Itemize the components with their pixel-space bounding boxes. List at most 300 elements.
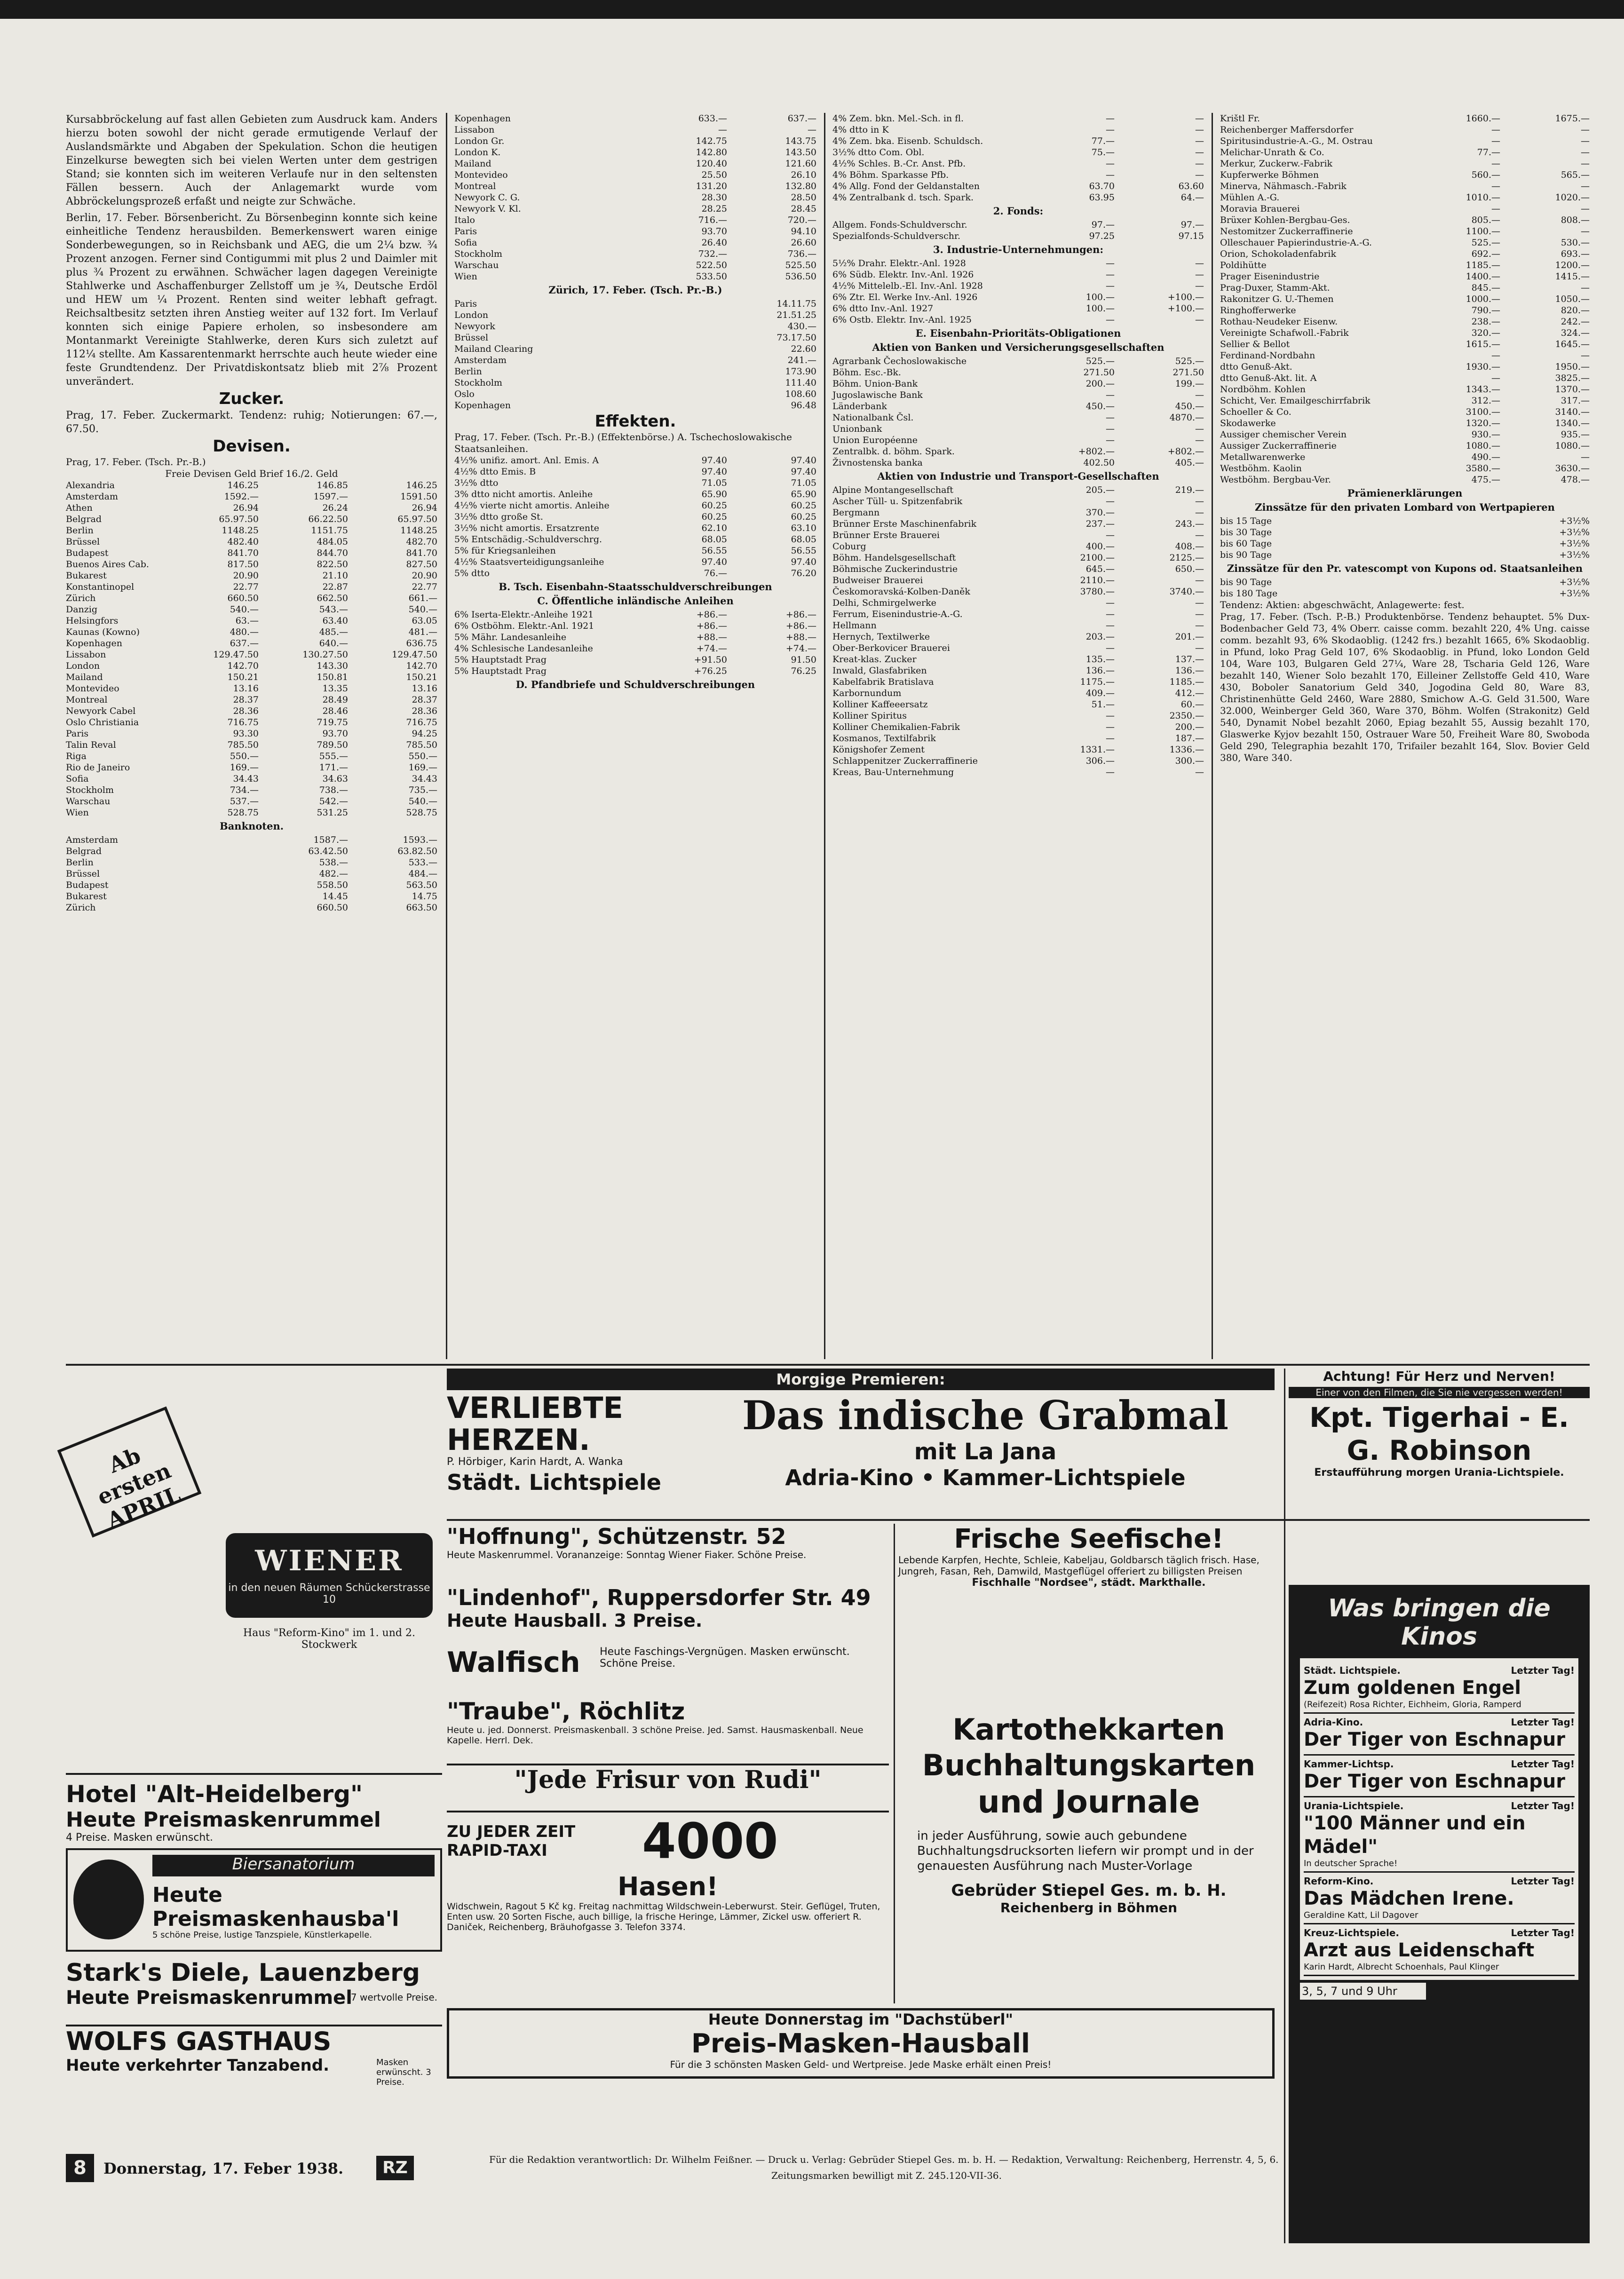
effekten-row-value: 65.90 [701,489,727,499]
kino-name: Reform-Kino. [1304,1875,1374,1887]
devisen-row-label: Bukarest [66,570,107,581]
aktie-row-value: 645.— [1085,564,1115,574]
walfisch-ad [447,1646,889,1693]
anleihe-row-label: 4% Schlesische Landesanleihe [454,643,593,654]
effekten-row-value: 71.05 [701,478,727,488]
eskompt-row-value: +3½% [1559,577,1590,587]
share-row [1220,169,1590,181]
kino-film-title: Der Tiger von Eschnapur [1304,1771,1565,1792]
anleihe-row [454,609,816,620]
aktie-row-label: Brünner Erste Maschinenfabrik [832,519,977,529]
anleihe-row-value: +76.25 [694,666,727,676]
devisen-row-value: 13.16 [233,683,259,694]
aktie-row-value: 1336.— [1169,744,1204,755]
banknoten-row [66,891,437,902]
bank-row-value: 525.— [1085,356,1115,366]
devisen-row-value: 65.97.50 [397,514,437,524]
section-d-heading: D. Pfandbriefe und Schuldverschreibungen [515,679,755,690]
aktie-row-label: Kolliner Spiritus [832,711,907,721]
share-row-value: — [1491,204,1500,214]
devisen-row [66,480,437,491]
devisen-row-label: Riga [66,751,87,761]
aktie-row-value: 400.— [1085,541,1115,552]
wiener-subtitle: in den neuen Räumen Schückerstrasse 10 [228,1582,430,1606]
aktie-row-value: — [1195,496,1204,506]
rate-row-value: 637.— [787,113,816,124]
kartothek-ad [898,1712,1279,2003]
fonds-table [832,219,1204,242]
rate-row-value: 533.50 [696,271,727,282]
devisen-row-label: Montevideo [66,683,119,694]
rate-row-label: Sofia [454,237,477,248]
share-row [1220,282,1590,293]
industrie-row [832,280,1204,292]
aktie-row-value: — [1106,767,1115,777]
footer-imprint-2: Zeitungsmarken bewilligt mit Z. 245.120-VII-36. [771,2170,1002,2181]
share-row [1220,214,1590,226]
industrie-row [832,292,1204,303]
devisen-row-value: 13.16 [412,683,437,694]
aktie-row-value: 187.— [1175,733,1204,744]
effekten-row [454,489,816,500]
devisen-row [66,762,437,773]
bonds-table [832,113,1204,203]
devisen-row [66,773,437,784]
lombard-row-label: bis 30 Tage [1220,527,1272,538]
bond-row-value: 63.95 [1089,192,1115,203]
premieren-banner: Morgige Premieren: [447,1369,1275,1390]
share-row-label: Ringhofferwerke [1220,305,1296,316]
banknoten-row-value: 663.50 [406,902,437,913]
lombard-row [1220,527,1590,538]
devisen-row-value: 171.— [319,762,348,773]
aktie-row-value: 3780.— [1080,586,1115,597]
kino-name: Adria-Kino. [1304,1717,1363,1728]
bond-row [832,169,1204,181]
bond-row-value: — [1195,147,1204,158]
devisen-row-value: 169.— [408,762,437,773]
bond-row [832,181,1204,192]
banknoten-row-label: Zürich [66,902,96,913]
effekten-row-value: 97.40 [791,455,816,466]
share-row-value: 1370.— [1555,384,1590,395]
bond-row-label: 4% dtto in K [832,125,889,135]
banknoten-heading: Banknoten. [219,820,284,832]
devisen-row-value: 34.43 [233,774,259,784]
anleihe-row-label: 6% Iserta-Elektr.-Anleihe 1921 [454,609,594,620]
anleihe-row-label: 5% Hauptstadt Prag [454,655,547,665]
share-row-label: Rothau-Neudeker Eisenw. [1220,317,1338,327]
industrie-row-value: — [1106,281,1115,291]
devisen-row-value: 540.— [230,604,259,615]
lombard-row [1220,549,1590,561]
kino-entry [1304,1924,1575,1976]
devisen-row-label: Stockholm [66,785,114,795]
kino-film-title: Zum goldenen Engel [1304,1677,1521,1699]
share-row-value: 1200.— [1555,260,1590,270]
aktie-row-value: — [1195,643,1204,653]
aktie-row-value: — [1195,609,1204,619]
share-row-value: 565.— [1561,170,1590,180]
zurich-row-label: Paris [454,299,477,309]
industrie-row-label: 6% Ztr. El. Werke Inv.-Anl. 1926 [832,292,978,302]
seefische-title: Frische Seefische! [954,1524,1224,1554]
bank-row [832,446,1204,457]
bond-row-label: 4% Zentralbank d. tsch. Spark. [832,192,974,203]
aktie-row-value: 1185.— [1169,677,1204,687]
bank-row-label: Unionbank [832,424,882,434]
share-row-label: Aussiger chemischer Verein [1220,429,1347,440]
aktie-row-label: Coburg [832,541,866,552]
bank-row [832,378,1204,389]
devisen-row-value: 543.— [319,604,348,615]
devisen-row [66,570,437,581]
share-row [1220,372,1590,384]
kino-name: Kammer-Lichtsp. [1304,1758,1394,1770]
kinos-list [1300,1658,1578,1980]
scan-top-edge [0,0,1624,19]
zurich-row [454,400,816,411]
rate-row-value: 633.— [698,113,727,124]
aktie-row-value: — [1106,722,1115,732]
devisen-row-value: 26.94 [412,503,437,513]
fonds-row-label: Allgem. Fonds-Schuldverschr. [832,220,967,230]
share-row-value: — [1491,136,1500,146]
share-row [1220,203,1590,214]
effekten-row-value: 65.90 [791,489,816,499]
banknoten-row-value: 14.45 [322,891,348,902]
effekten-row [454,522,816,534]
devisen-row-value: 550.— [408,751,437,761]
kinos-title: Was bringen die Kinos [1328,1594,1551,1651]
share-row-label: Olleschauer Papierindustrie-A.-G. [1220,237,1372,248]
bond-row-value: — [1195,136,1204,146]
heidelberg-ad [66,1773,442,1844]
share-row [1220,395,1590,406]
aktie-row-value: 219.— [1175,485,1204,495]
heidelberg-title: Hotel "Alt-Heidelberg" [66,1780,363,1808]
aktie-row-label: Kolliner Kaffeeersatz [832,699,928,710]
aktie-row-value: — [1106,711,1115,721]
devisen-row [66,672,437,683]
share-row-label: dtto Genuß-Akt. lit. A [1220,373,1317,383]
anleihe-row [454,620,816,632]
devisen-row [66,751,437,762]
aktie-row [832,733,1204,744]
aktie-row [832,699,1204,710]
devisen-row-label: Athen [66,503,93,513]
share-row [1220,327,1590,339]
zurich-row-value: 73.17.50 [776,332,816,343]
rate-row-value: 131.20 [696,181,727,191]
share-row [1220,271,1590,282]
dachstueberl-big: Preis-Masken-Hausball [691,2028,1030,2059]
kino-day: Letzter Tag! [1511,1875,1575,1887]
grabmal-star: mit La Jana [914,1439,1057,1465]
share-row-value: 1010.— [1466,192,1500,203]
anleihe-row [454,665,816,677]
effekten-row-value: 62.10 [701,523,727,533]
april-stamp [57,1406,202,1537]
devisen-row-value: 484.05 [317,537,348,547]
devisen-row-value: 555.— [319,751,348,761]
rate-row [454,192,816,203]
rate-row [454,135,816,147]
share-row-value: — [1581,158,1590,169]
devisen-row-value: 28.36 [412,706,437,716]
aktie-row-label: Ferrum, Eisenindustrie-A.-G. [832,609,963,619]
share-row-value: — [1491,125,1500,135]
bond-row-value: 64.— [1180,192,1204,203]
hasen-text: Widschwein, Ragout 5 Kč kg. Freitag nachmittag Wildschwein-Leberwurst. Steir. Geflügel, Truten, Enten usw. 20 Sorten Fische, auch billige, la frische Heringe, Lämmer, Zickel usw. offeriert R. Daniček, Reichenberg, Bräuhofgasse 3. Telefon 3374. [447,1901,880,1932]
kino-cast: Karin Hardt, Albrecht Schoenhals, Paul Klinger [1304,1962,1499,1972]
rate-row-value: 522.50 [696,260,727,270]
share-row [1220,248,1590,260]
rate-row-value: 26.40 [701,237,727,248]
share-row-label: Brüxer Kohlen-Bergbau-Ges. [1220,215,1350,225]
devisen-row-value: 28.37 [412,695,437,705]
devisen-row-value: 716.75 [406,717,437,728]
anleihe-row-value: 76.25 [791,666,816,676]
aktie-row [832,676,1204,688]
bond-row [832,113,1204,124]
effekten-row-value: 97.40 [701,455,727,466]
bank-row-value: — [1195,424,1204,434]
traube-title: "Traube", Röchlitz [447,1698,685,1725]
rate-row-value: 26.60 [791,237,816,248]
share-row-label: Aussiger Zuckerraffinerie [1220,441,1337,451]
bank-row-value: 402.50 [1083,458,1115,468]
aktie-row [832,642,1204,654]
frisur-title: "Jede Frisur von Rudi" [514,1765,822,1794]
devisen-row-value: 481.— [408,627,437,637]
ads-divider-2 [447,1519,1590,1521]
aktie-row-value: — [1195,598,1204,608]
devisen-row-label: Wien [66,807,89,818]
devisen-row-value: 146.25 [227,480,259,491]
rate-row-value: 121.60 [785,158,816,169]
stiepel-name: Gebrüder Stiepel Ges. m. b. H. [951,1881,1227,1900]
industrie-row-label: 5½% Drahr. Elektr.-Anl. 1928 [832,258,966,269]
share-row-label: Vereinigte Schafwoll.-Fabrik [1220,328,1349,338]
devisen-row [66,717,437,728]
kino-entry [1304,1873,1575,1924]
fonds-row-value: 97.— [1091,220,1115,230]
devisen-row-value: 150.81 [317,672,348,682]
lindenhof-title: "Lindenhof", Ruppersdorfer Str. 49 [447,1585,871,1610]
zurich-row [454,332,816,343]
effekten-row-label: 5% Entschädig.-Schuldverschrg. [454,534,602,545]
banknoten-row-value: 63.82.50 [397,846,437,856]
fonds-heading: 2. Fonds: [993,205,1044,217]
share-row [1220,293,1590,305]
rate-row-value: 94.10 [791,226,816,237]
bond-row-label: 4% Zem. bkn. Mel.-Sch. in fl. [832,113,964,124]
share-row-label: Krištl Fr. [1220,113,1260,124]
banknoten-row-label: Brüssel [66,869,100,879]
devisen-row-value: 482.70 [406,537,437,547]
share-row-value: — [1491,158,1500,169]
effekten-row-value: 68.05 [701,534,727,545]
devisen-row-value: 142.70 [227,661,259,671]
effekten-row-value: 76.20 [791,568,816,578]
share-row [1220,474,1590,485]
effekten-row-value: 60.25 [791,512,816,522]
industrie-row-label: 6% Südb. Elektr. Inv.-Anl. 1926 [832,269,974,280]
share-row-value: 1100.— [1466,226,1500,237]
share-row-label: Skodawerke [1220,418,1276,428]
share-row-value: 1185.— [1466,260,1500,270]
bank-row-value: 271.50 [1083,367,1115,378]
aktie-row-value: 135.— [1085,654,1115,665]
rapid-taxi-number: 4000 [642,1812,778,1870]
rate-row [454,260,816,271]
share-row [1220,192,1590,203]
devisen-row-value: 785.50 [227,740,259,750]
rate-row-value: 25.50 [701,170,727,180]
devisen-row-value: 841.70 [227,548,259,558]
lombard-heading: Zinssätze für den privaten Lombard von Wertpapieren [1255,501,1555,513]
share-row-value: 790.— [1471,305,1500,316]
share-row [1220,147,1590,158]
share-row-label: Minerva, Nähmasch.-Fabrik [1220,181,1347,191]
devisen-row-value: 22.77 [233,582,259,592]
effekten-heading: Effekten. [594,412,676,431]
devisen-row-value: 540.— [408,604,437,615]
effekten-subheading: Prag, 17. Feber. (Tsch. Pr.-B.) (Effektenbörse.) A. Tschechoslowakische Staatsanleihen. [454,431,792,454]
devisen-row-label: Montreal [66,695,108,705]
aktie-row-label: Karbornundum [832,688,902,698]
banknoten-row [66,902,437,913]
share-row [1220,226,1590,237]
devisen-row-label: Amsterdam [66,491,118,502]
bank-row-value: +802.— [1167,446,1204,457]
share-row [1220,339,1590,350]
kino-film-title: "100 Männer und ein Mädel" [1304,1812,1526,1858]
devisen-row-value: 1151.75 [311,525,348,536]
kinos-ad [1289,1585,1590,2243]
anleihe-row-value: +88.— [785,632,816,642]
aktie-row-value: — [1106,643,1115,653]
aktie-row-value: 237.— [1085,519,1115,529]
share-row-value: 935.— [1561,429,1590,440]
bank-row [832,423,1204,435]
fonds-row [832,219,1204,230]
aktie-row-label: Kreas, Bau-Unternehmung [832,767,954,777]
industrie-row-value: — [1106,269,1115,280]
lombard-row-value: +3½% [1559,550,1590,560]
aktie-row-label: Inwald, Glasfabriken [832,665,927,676]
devisen-row [66,547,437,559]
devisen-row [66,728,437,739]
zurich-row [454,343,816,355]
share-row-label: Moravia Brauerei [1220,204,1300,214]
aktie-row [832,586,1204,597]
aktie-row [832,767,1204,778]
aktie-row-value: 306.— [1085,756,1115,766]
aktie-row [832,496,1204,507]
share-row-label: Sellier & Bellot [1220,339,1290,349]
effekten-row-value: 63.10 [791,523,816,533]
zurich-row-label: Stockholm [454,378,503,388]
bank-row [832,457,1204,468]
lombard-row-value: +3½% [1559,538,1590,549]
share-row-value: 1080.— [1466,441,1500,451]
rate-row-label: Wien [454,271,477,282]
bank-row-label: Nationalbank Čsl. [832,412,914,423]
aktie-row-label: Brünner Erste Brauerei [832,530,940,540]
anleihe-row-value: +86.— [696,609,727,620]
share-row-value: 317.— [1561,396,1590,406]
seefische-text: Lebende Karpfen, Hechte, Schleie, Kabeljau, Goldbarsch täglich frisch. Hase, Jungreh, Fasan, Reh, Damwild, Mastgeflügel offeriert zu billigsten Preisen [898,1554,1260,1577]
anleihe-row-value: +86.— [785,609,816,620]
devisen-row [66,514,437,525]
bond-row-label: 4½% Schles. B.-Cr. Anst. Pfb. [832,158,966,169]
share-row-value: 1415.— [1555,271,1590,282]
rate-row-value: 120.40 [696,158,727,169]
devisen-row-value: 28.36 [233,706,259,716]
bond-row [832,192,1204,203]
rate-row-value: 525.50 [785,260,816,270]
share-row [1220,181,1590,192]
bond-row-value: — [1195,113,1204,124]
hoffnung-subtitle: Heute Maskenrummel. Vorananzeige: Sonntag Wiener Fiaker. Schöne Preise. [447,1549,807,1560]
aktie-row-label: Delhi, Schmirgelwerke [832,598,936,608]
page-number: 8 [66,2154,94,2182]
devisen-row [66,683,437,694]
devisen-row-label: Paris [66,728,89,739]
hoffnung-ad [447,1524,889,1580]
share-row-value: 3630.— [1555,463,1590,474]
effekten-row-label: 4½% Staatsverteidigungsanleihe [454,557,604,567]
kino-header [1304,1927,1575,1939]
devisen-row-value: 636.75 [406,638,437,649]
share-row [1220,384,1590,395]
bond-row-label: 4% Böhm. Sparkasse Pfb. [832,170,949,180]
aktie-row-value: 203.— [1085,632,1115,642]
anleihe-row-value: +74.— [696,643,727,654]
fonds-row [832,230,1204,242]
nordsee-note: Fischhalle "Nordsee", städt. Markthalle. [972,1577,1206,1589]
devisen-row-value: 637.— [230,638,259,649]
aktie-row-label: Ober-Berkovicer Brauerei [832,643,950,653]
share-row-value: — [1581,181,1590,191]
industrie-row-value: — [1195,258,1204,269]
zurich-row-label: London [454,310,489,320]
rate-row-value: 720.— [787,215,816,225]
kino-name: Städt. Lichtspiele. [1304,1665,1401,1676]
wolfs-title: WOLFS GASTHAUS [66,2026,332,2056]
devisen-row-label: Berlin [66,525,94,536]
aktie-row-value: 136.— [1085,665,1115,676]
share-row-value: 3825.— [1555,373,1590,383]
zurich-row-label: Berlin [454,366,482,377]
anleihe-row-value: +88.— [696,632,727,642]
share-row-value: — [1491,350,1500,361]
rate-row [454,237,816,248]
fonds-row-value: 97.25 [1089,231,1115,241]
eskompt-row-label: bis 180 Tage [1220,588,1278,599]
devisen-row-value: 531.25 [317,807,348,818]
ads-divider [66,1364,1590,1366]
fonds-row-label: Spezialfonds-Schuldverschr. [832,231,961,241]
devisen-row-label: Konstantinopel [66,582,135,592]
aktie-row-label: Alpine Montangesellschaft [832,485,954,495]
aktie-row-value: — [1106,609,1115,619]
effekten-row [454,568,816,579]
traube-subtitle: Heute u. jed. Donnerst. Preismaskenball. 3 schöne Preise. Jed. Samst. Hausmaskenball. Neue Kapelle. Herrl. Dek. [447,1725,863,1746]
share-row-value: — [1581,452,1590,462]
